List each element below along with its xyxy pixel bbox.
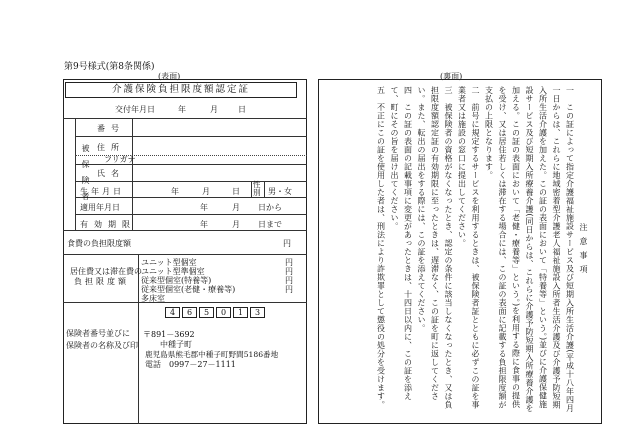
issue-month-unit: 月 (210, 105, 218, 114)
room-type-label: 多床室 (141, 294, 165, 303)
rule (75, 181, 307, 182)
postal-code: 〒891－3692 (143, 330, 195, 339)
validity-label: 有効期限 (80, 220, 136, 229)
insurer-digit-box: 5 (199, 307, 214, 318)
sex-options[interactable]: 男・女 (268, 187, 292, 196)
birth-date-label: 生年月日 (80, 187, 124, 196)
sex-label: 性別 (253, 180, 261, 197)
birth-day-unit: 日 (232, 187, 240, 196)
back-notes (340, 86, 590, 416)
birth-month-unit: 月 (202, 187, 210, 196)
issue-day-unit: 日 (238, 105, 246, 114)
room-type-label: 従来型個室(特養等) (141, 276, 212, 285)
validity-month-unit: 月 (232, 220, 240, 229)
residence-limit-label: 居住費又は滞在費の (70, 267, 142, 276)
note-item: 五 不正にこの証を使用した者は、刑法により詐欺罪として懲役の処分を受けます。 (376, 86, 386, 409)
room-type-yen: 円 (285, 267, 293, 276)
name-label: 氏名 (97, 169, 125, 178)
notes-heading: 注意事項 (579, 223, 588, 279)
note-item: 三 被保険者の資格がなくなったとき、認定の条件に該当しなくなったとき、又は負担限度額認定証の有効期限に至ったときは、遅滞なく、この証を町に返してください。また、転出の届出をする際には、この証を添えてください。 (417, 86, 453, 409)
rule (138, 302, 139, 424)
rule (75, 214, 307, 215)
furigana-label: フリガナ (104, 155, 136, 164)
applicable-month-unit: 月 (232, 203, 240, 212)
birth-year-unit: 年 (171, 187, 179, 196)
rule (63, 302, 307, 303)
insurer-label: 保険者番号並びに (66, 329, 130, 338)
rule (63, 118, 307, 119)
room-type-label: ユニット型個室 (141, 258, 197, 267)
room-type-yen: 円 (285, 276, 293, 285)
insurer-digit-box: 3 (250, 307, 265, 318)
issue-year-unit: 年 (178, 105, 186, 114)
food-limit-label: 食費の負担限度額 (67, 239, 131, 248)
number-label: 番号 (97, 124, 125, 133)
insurer-address: 鹿児島県熊毛郡中種子町野間5186番地 (145, 350, 279, 359)
front-side-label: (表面) (158, 72, 181, 81)
residence-limit-label-2: 負担限度額 (74, 277, 129, 286)
insurer-digit-box: 0 (216, 307, 231, 318)
validity-year-unit: 年 (200, 220, 208, 229)
food-limit-yen: 円 (283, 239, 291, 248)
rule (251, 181, 252, 197)
insurer-name: 中種子町 (160, 340, 192, 349)
insurer-label-2: 保険者の名称及び印 (66, 341, 138, 350)
insurer-phone: 電話 0997－27－1111 (145, 360, 236, 369)
insurer-digit-box: 6 (182, 307, 197, 318)
rule (75, 197, 307, 198)
rule (63, 230, 307, 231)
certificate-title: 介護保険負担限度額認定証 (65, 82, 297, 98)
room-type-yen: 円 (285, 258, 293, 267)
note-item: 四 この証の表面の記載事項に変更があったときは、十四日以内に、この証を添えて、町にその旨を届け出てください。 (390, 86, 413, 401)
address-label: 住所 (97, 143, 125, 152)
note-item: 二 前号に規定するサービスを利用するときは、被保険者証とともに必ずこの証を事業者又は施設の窓口に提出してください。 (457, 86, 480, 409)
rule (75, 136, 307, 137)
insurer-digit-box: 4 (165, 307, 180, 318)
applicable-year-unit: 年 (200, 203, 208, 212)
applicable-date-label: 適用年月日 (80, 203, 120, 212)
applicable-from-label: 日から (258, 203, 282, 212)
validity-until-label: 日まで (258, 220, 282, 229)
room-type-label: 従来型個室(老健・療養等) (141, 285, 236, 294)
note-item: 一 この証によって指定介護福祉施設サービス及び短期入所生活介護(平成十八年四月一日からは、これらに地域密着型介護老人福祉施設入所者生活介護及び介護予防短期入所生活介護を加えた。この証の表面において「特養等」という。)並びに介護保健施設サービス及び短期入所療養介護(同日からは、これらに介護予防短期入所療養介護を加える。この証の表面において「老健・療養等」という。)を利用する際に食事の提供を受け、又は居住若しくは滞在する場合には、この証の表面に記載する負担限度額が支払の上限となります。 (484, 86, 575, 413)
issue-date-label: 交付年月日 (115, 105, 155, 114)
rule (138, 254, 139, 302)
rule (63, 254, 307, 255)
insured-person-label: 被保険者 (81, 144, 90, 208)
room-type-yen: 円 (285, 285, 293, 294)
back-side-label: (裏面) (440, 72, 463, 81)
insurer-digit-box: 1 (233, 307, 248, 318)
form-number: 第9号様式(第8条関係) (64, 62, 155, 72)
rule (264, 181, 265, 197)
room-type-label: ユニット型準個室 (141, 267, 205, 276)
